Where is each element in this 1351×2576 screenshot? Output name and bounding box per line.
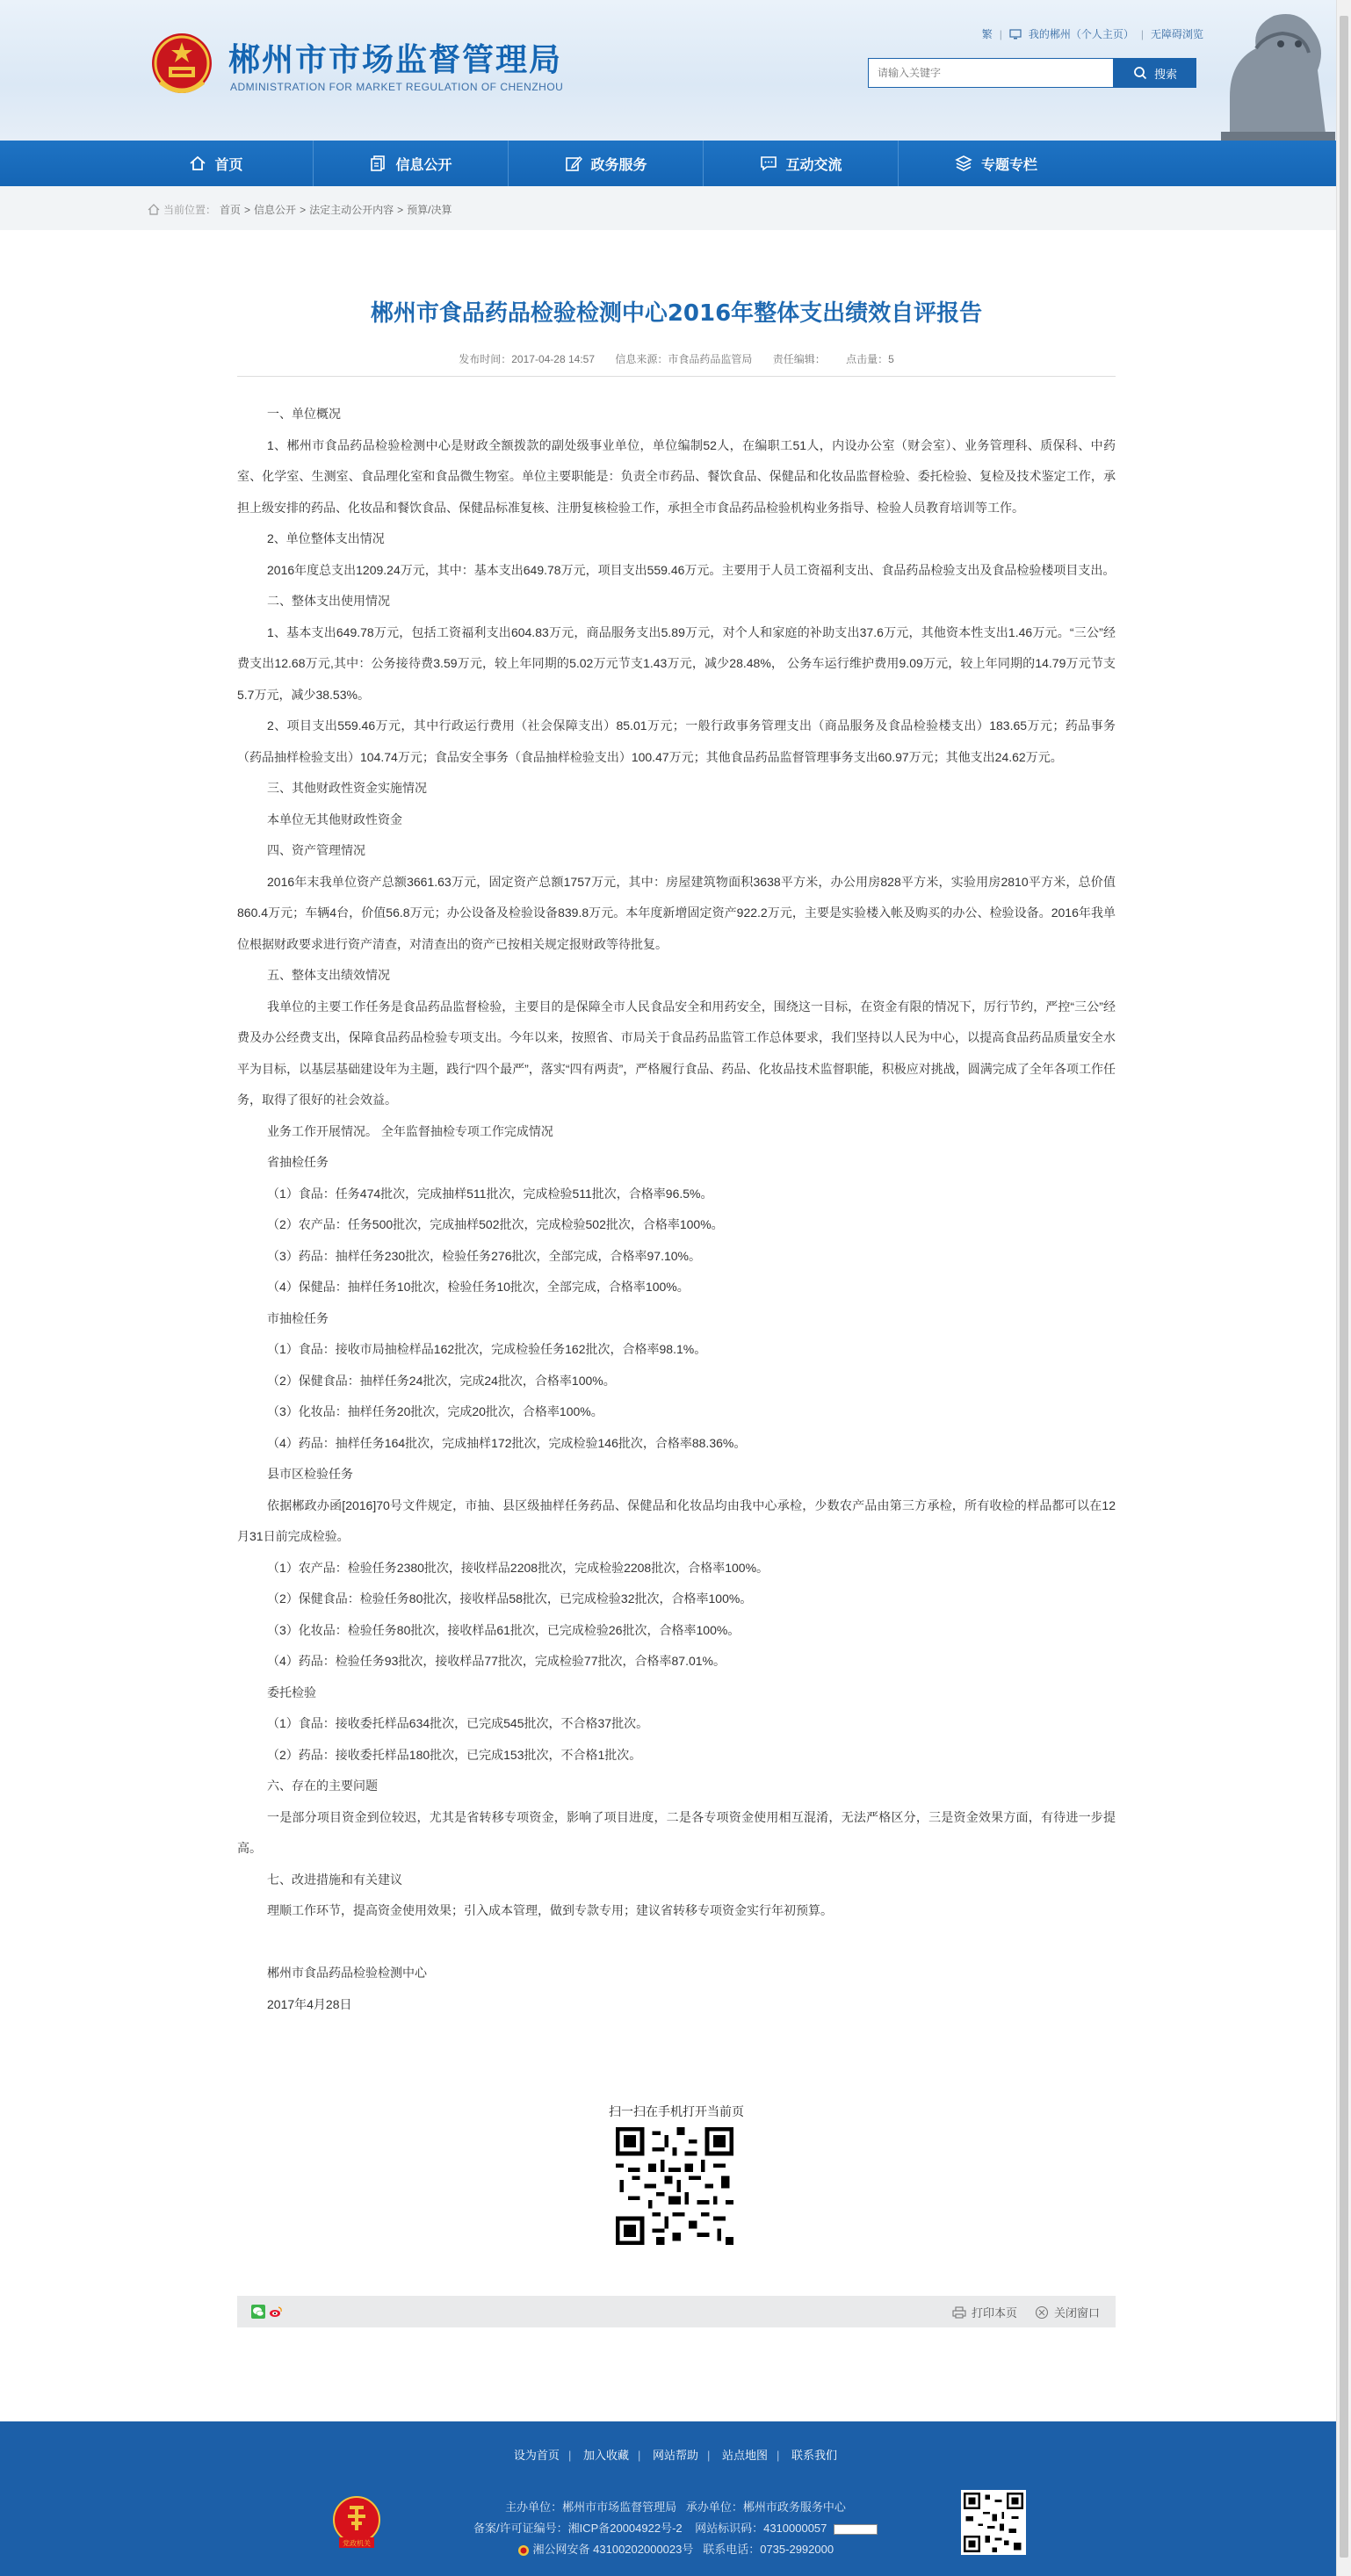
nav-item-special-topics[interactable] <box>899 141 1094 186</box>
footer-link-help[interactable]: 网站帮助 <box>652 2449 698 2462</box>
info-source: 信息来源：市食品药品监管局 <box>615 353 753 365</box>
qr-code-icon <box>616 2127 733 2245</box>
traditional-chinese-link[interactable]: 繁 <box>981 28 993 40</box>
site-title: 郴州市市场监督管理局 <box>228 42 563 78</box>
footer-link-sitemap[interactable]: 站点地图 <box>722 2449 769 2462</box>
nav-item-gov-service[interactable] <box>509 141 704 186</box>
breadcrumb-label: 当前位置： <box>163 204 217 216</box>
police-record[interactable]: 湘公网安备 43100202000023号 <box>532 2543 694 2556</box>
police-emblem-icon <box>517 2544 530 2557</box>
paragraph <box>237 1927 1116 1959</box>
nav-inner <box>119 141 1094 186</box>
icp-number[interactable]: 备案/许可证编号：湘ICP备20004922号-2 <box>473 2522 683 2535</box>
publish-time: 发布时间：2017-04-28 14:57 <box>459 353 595 365</box>
print-links <box>952 2304 1100 2320</box>
breadcrumb-item[interactable]: 预算/决算 <box>407 204 452 216</box>
share-icons <box>251 2305 283 2319</box>
wechat-icon[interactable] <box>251 2305 265 2319</box>
footer-line-1 <box>0 2497 1351 2518</box>
paragraph: 依据郴政办函[2016]70号文件规定，市抽、县区级抽样任务药品、保健品和化妆品均由我中心承检，少数农产品由第三方承检，所有收检的样品都可以在12月31日前完成检验。 <box>237 1497 1116 1543</box>
separator: | <box>999 27 1002 40</box>
paragraph: 本单位无其他财政性资金 <box>267 812 402 826</box>
separator: | <box>707 2449 711 2462</box>
paragraph: （4）药品：抽样任务164批次，完成抽样172批次，完成检验146批次，合格率88.36%。 <box>267 1435 747 1450</box>
footer-info <box>0 2497 1351 2560</box>
paragraph: （3）化妆品：检验任务80批次，接收样品61批次，已完成检验26批次，合格率100%。 <box>267 1622 741 1637</box>
breadcrumb-separator: > <box>397 203 404 216</box>
site-code: 网站标识码：4310000057 <box>695 2522 827 2535</box>
signature-org: 郴州市食品药品检验检测中心 <box>267 1966 427 1980</box>
search-button-label: 搜索 <box>1153 67 1177 81</box>
article-title: 郴州市食品药品检验检测中心2016年整体支出绩效自评报告 <box>370 300 983 327</box>
paragraph: 理顺工作环节，提高资金使用效果；引入成本管理，做到专款专用；建议省转移专项资金实行年初预算。 <box>267 1903 833 1917</box>
breadcrumb-item[interactable]: 法定主动公开内容 <box>309 204 394 216</box>
nav-item-label: 政务服务 <box>590 157 647 173</box>
footer-line-3 <box>0 2539 1351 2560</box>
footer-link-contact[interactable]: 联系我们 <box>791 2449 838 2462</box>
paragraph: 1、郴州市食品药品检验检测中心是财政全额拨款的副处级事业单位，单位编制52人，在编职工51人，内设办公室（财会室）、业务管理科、质保科、中药室、化学室、生测室、食品理化室和食品微生物室。单位主要职能是：负责全市药品、餐饮食品、保健品和化妆品监督检验、委托检验、复检及技术鉴定工作，承担上级安排的药品、化妆品和餐饮食品、保健品标准复核、注册复核检验工作，承担全市食品药品检验机构业务指导、检验人员教育培训等工作。 <box>237 437 1116 515</box>
error-finder-icon[interactable] <box>834 2524 878 2535</box>
paragraph: 一、单位概况 <box>267 407 341 421</box>
paragraph: 五、整体支出绩效情况 <box>267 968 390 982</box>
sponsor: 主办单位：郴州市市场监督管理局 <box>505 2500 677 2514</box>
divider <box>237 376 1116 377</box>
footer-links <box>0 2446 1351 2463</box>
paragraph: 2、单位整体支出情况 <box>267 531 385 545</box>
paragraph: 市抽检任务 <box>267 1310 329 1325</box>
edit-icon <box>565 155 582 172</box>
badge-text: 党政机关 <box>343 2539 371 2548</box>
document-icon <box>370 155 387 172</box>
search-button[interactable] <box>1114 58 1196 88</box>
print-label: 打印本页 <box>971 2306 1017 2320</box>
breadcrumb-separator: > <box>300 203 307 216</box>
share-bar <box>237 2296 1116 2327</box>
breadcrumb-bar <box>0 186 1351 230</box>
page-scrollbar[interactable] <box>1336 0 1351 2576</box>
paragraph: 2、项目支出559.46万元，其中行政运行费用（社会保障支出）85.01万元；一般行政事务管理支出（商品服务及食品检验楼支出）183.65万元；药品事务（药品抽样检验支出）104.74万元；食品安全事务（食品抽样检验支出）100.47万元；其他食品药品监督管理事务支出60.97万元；其他支出24.62万元。 <box>237 718 1116 764</box>
paragraph: （3）药品：抽样任务230批次，检验任务276批次，全部完成，合格率97.10%。 <box>267 1248 701 1263</box>
paragraph: （4）保健品：抽样任务10批次，检验任务10批次，全部完成，合格率100%。 <box>267 1280 690 1294</box>
paragraph: 六、存在的主要问题 <box>267 1779 378 1793</box>
paragraph: 1、基本支出649.78万元，包括工资福利支出604.83万元，商品服务支出5.89万元，对个人和家庭的补助支出37.6万元，其他资本性支出1.46万元。“三公”经费支出12.68万元,其中：公务接待费3.59万元，较上年同期的5.02万元节支1.43万元，减少28.48%， 公务车运行维护费用9.09万元，较上年同期的14.79万元节支5.7万元，减少38.53%。 <box>237 624 1116 702</box>
search-input[interactable] <box>868 58 1114 88</box>
print-page-button[interactable] <box>952 2304 1017 2320</box>
signature-date: 2017年4月28日 <box>267 1996 352 2011</box>
header-inner <box>149 0 1203 141</box>
home-icon <box>189 155 206 172</box>
article-container <box>119 230 1203 2320</box>
monitor-icon <box>1009 29 1022 40</box>
scrollbar-thumb[interactable] <box>1340 16 1348 2558</box>
nav-item-label: 首页 <box>214 157 243 173</box>
paragraph: 七、改进措施和有关建议 <box>267 1872 402 1887</box>
click-count: 点击量：5 <box>846 353 894 365</box>
paragraph: 2016年度总支出1209.24万元，其中：基本支出649.78万元，项目支出559.46万元。主要用于人员工资福利支出、食品药品检验支出及食品检验楼项目支出。 <box>267 562 1116 577</box>
breadcrumb-item[interactable]: 首页 <box>220 204 242 216</box>
paragraph: 一是部分项目资金到位较迟，尤其是省转移专项资金，影响了项目进度，二是各专项资金使用相互混淆，无法严格区分，三是资金效果方面，有待进一步提高。 <box>237 1809 1116 1855</box>
close-window-button[interactable] <box>1035 2304 1100 2320</box>
paragraph: 委托检验 <box>267 1685 316 1699</box>
editor: 责任编辑： <box>772 353 826 365</box>
paragraph: 2016年末我单位资产总额3661.63万元，固定资产总额1757万元，其中：房屋建筑物面积3638平方米，办公用房828平方米，实验用房2810平方米，总价值860.4万元；车辆4台，价值56.8万元；办公设备及检验设备839.8万元。本年度新增固定资产922.2万元，主要是实验楼入帐及购买的办公、检验设备。2016年我单位根据财政要求进行资产清查，对清查出的资产已按相关规定报财政等待批复。 <box>237 874 1116 951</box>
organizer: 承办单位：郴州市政务服务中心 <box>685 2500 846 2514</box>
close-icon <box>1035 2305 1049 2320</box>
paragraph: （3）化妆品：抽样任务20批次，完成20批次，合格率100%。 <box>267 1404 603 1418</box>
nav-item-home[interactable] <box>119 141 314 186</box>
paragraph: （2）保健食品：检验任务80批次，接收样品58批次，已完成检验32批次，合格率100%。 <box>267 1591 753 1605</box>
weibo-icon[interactable] <box>269 2305 283 2319</box>
accessibility-link[interactable]: 无障碍浏览 <box>1150 28 1203 40</box>
paragraph: （2）药品：接收委托样品180批次，已完成153批次，不合格1批次。 <box>267 1747 642 1762</box>
paragraph: （1）食品：接收委托样品634批次，已完成545批次，不合格37批次。 <box>267 1716 649 1730</box>
main-nav <box>0 141 1351 186</box>
separator: | <box>637 2449 641 2462</box>
phone: 联系电话：0735-2992000 <box>703 2543 834 2556</box>
breadcrumb-item[interactable]: 信息公开 <box>254 204 297 216</box>
nav-item-interaction[interactable] <box>704 141 899 186</box>
breadcrumb <box>148 202 452 217</box>
paragraph: 三、其他财政性资金实施情况 <box>267 781 427 795</box>
nav-item-label: 信息公开 <box>395 157 452 173</box>
paragraph: 省抽检任务 <box>267 1155 329 1169</box>
article-meta <box>119 351 1234 366</box>
national-emblem-icon <box>149 30 214 98</box>
paragraph: 四、资产管理情况 <box>267 843 365 857</box>
close-label: 关闭窗口 <box>1053 2306 1100 2320</box>
paragraph: （1）食品：接收市局抽检样品162批次，完成检验任务162批次，合格率98.1%。 <box>267 1342 707 1356</box>
site-subtitle: ADMINISTRATION FOR MARKET REGULATION OF CHENZHOU <box>230 81 564 93</box>
site-footer <box>0 2421 1351 2576</box>
my-chenzhou-link[interactable]: 我的郴州（个人主页） <box>1028 28 1134 40</box>
paragraph: 业务工作开展情况。 全年监督抽检专项工作完成情况 <box>267 1123 553 1138</box>
paragraph: （4）药品：检验任务93批次，接收样品77批次，完成检验77批次，合格率87.01%。 <box>267 1654 726 1668</box>
top-links <box>982 26 1203 41</box>
layers-icon <box>955 155 972 172</box>
breadcrumb-separator: > <box>244 203 251 216</box>
search-icon <box>1133 66 1147 80</box>
qr-caption: 扫一扫在手机打开当前页 <box>609 2104 744 2118</box>
paragraph: （1）农产品：检验任务2380批次，接收样品2208批次，完成检验2208批次，合格率100%。 <box>267 1560 769 1575</box>
home-icon <box>148 204 160 215</box>
paragraph: （2）农产品：任务500批次，完成抽样502批次，完成检验502批次，合格率100%。 <box>267 1217 724 1231</box>
paragraph: 县市区检验任务 <box>267 1467 353 1481</box>
site-header <box>0 0 1351 141</box>
printer-icon <box>952 2306 966 2319</box>
separator: | <box>1140 27 1144 40</box>
footer-link-set-home[interactable]: 设为首页 <box>513 2449 560 2462</box>
nav-item-label: 互动交流 <box>785 157 842 173</box>
separator: | <box>567 2449 572 2462</box>
footer-qr-code-icon <box>961 2490 1026 2555</box>
paragraph: 我单位的主要工作任务是食品药品监督检验，主要目的是保障全市人民食品安全和用药安全，围绕这一目标，在资金有限的情况下，厉行节约，严控“三公”经费及办公经费支出，保障食品药品检验专项支出。今年以来，按照省、市局关于食品药品监管工作总体要求，我们坚持以人民为中心，以提高食品药品质量安全水平为目标，以基层基础建设年为主题，践行“四个最严”，落实“四有两责”，严格履行食品、药品、化妆品技术监督职能，积极应对挑战，圆满完成了全年各项工作任务，取得了很好的社会效益。 <box>237 999 1116 1107</box>
footer-line-2 <box>0 2518 1351 2539</box>
footer-link-bookmark[interactable]: 加入收藏 <box>582 2449 629 2462</box>
paragraph: （1）食品：任务474批次，完成抽样511批次，完成检验511批次，合格率96.5%。 <box>267 1186 713 1201</box>
paragraph: （2）保健食品：抽样任务24批次，完成24批次，合格率100%。 <box>267 1373 616 1388</box>
article-body <box>237 399 1116 2020</box>
chat-icon <box>760 155 777 172</box>
stone-lion-image <box>1195 0 1335 141</box>
separator: | <box>777 2449 780 2462</box>
paragraph: 二、整体支出使用情况 <box>267 594 390 608</box>
nav-item-info-disclosure[interactable] <box>314 141 509 186</box>
nav-item-label: 专题专栏 <box>981 157 1038 173</box>
